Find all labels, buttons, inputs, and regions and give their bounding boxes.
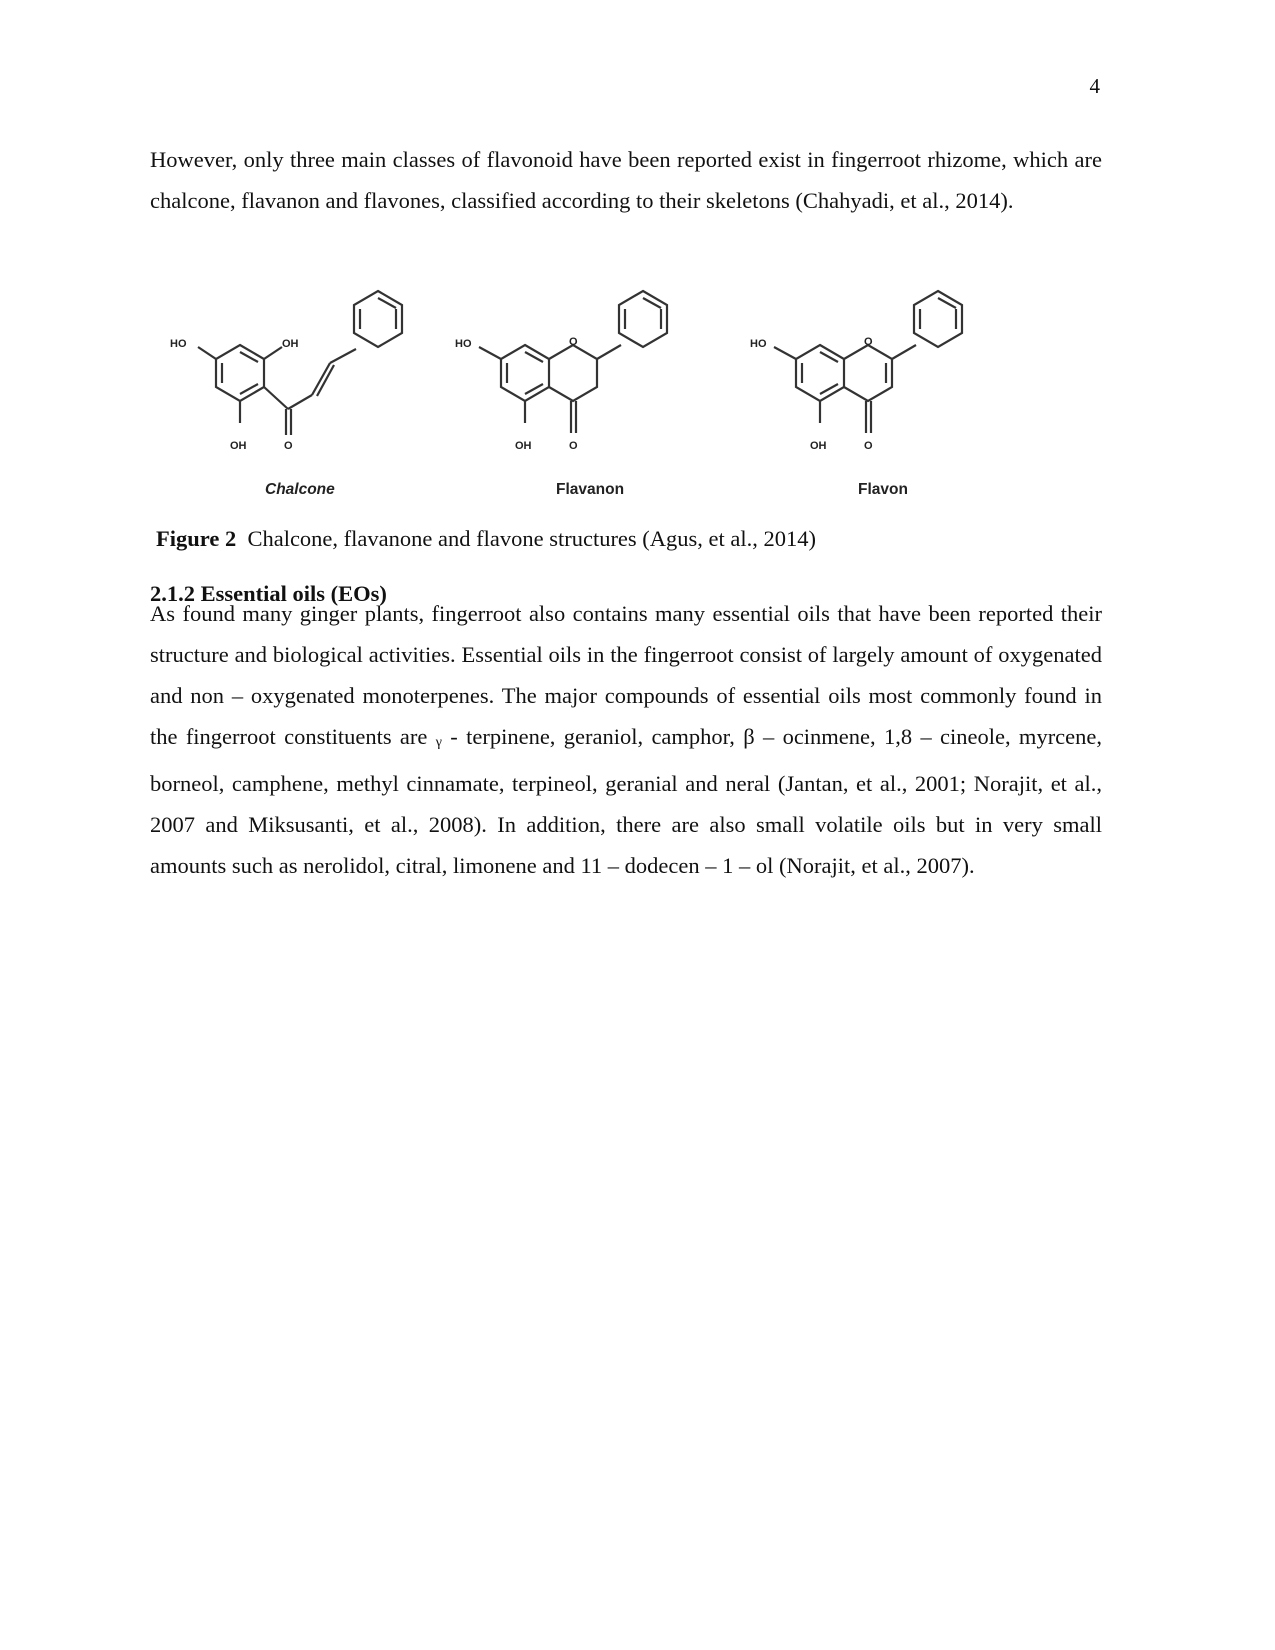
figure-caption-label: Figure 2	[156, 526, 237, 551]
intro-paragraph: However, only three main classes of flavonoid have been reported exist in fingerroot rhizome, which are chalcone, flavanon and flavones, classified according to their skeletons (Chahyadi, et al., 2014).	[150, 147, 1102, 213]
essential-oils-text-part2: - terpinene, geraniol, camphor, β – ocinmene, 1,8 – cineole, myrcene, borneol, camphene, methyl cinnamate, terpineol, geranial and neral (Jantan, et al., 2001; Norajit, et al., 2007 and Miksusanti, et al., 2008). In addition, there are also small volatile oils but in very small amounts such as nerolidol, citral, limonene and 11 – dodecen – 1 – ol (Norajit, et al., 2007).	[150, 724, 1103, 878]
flavanon-ho-label: HO	[455, 338, 472, 350]
flavanon-label: Flavanon	[556, 481, 625, 498]
chalcone-oh-top-label: OH	[282, 338, 299, 350]
flavon-o-label: O	[864, 440, 873, 452]
flavon-structure	[750, 285, 1010, 480]
flavon-ho-label: HO	[750, 338, 767, 350]
chalcone-oh-bottom-label: OH	[230, 440, 247, 452]
flavanon-structure	[455, 285, 715, 480]
chalcone-structure	[160, 285, 420, 480]
flavon-ring-o-label: O	[864, 336, 873, 348]
flavanon-ring-o-label: O	[569, 336, 578, 348]
flavon-oh-bottom-label: OH	[810, 440, 827, 452]
essential-oils-paragraph	[150, 593, 1102, 886]
figure-2	[150, 285, 1102, 505]
page-number: 4	[1089, 74, 1100, 98]
figure-caption-text: Chalcone, flavanone and flavone structures (Agus, et al., 2014)	[247, 526, 817, 551]
chalcone-ho-label: HO	[170, 338, 187, 350]
flavon-label: Flavon	[858, 481, 908, 498]
flavanon-oh-bottom-label: OH	[515, 440, 532, 452]
flavanon-o-label: O	[569, 440, 578, 452]
chalcone-label: Chalcone	[265, 481, 335, 498]
section-heading: 2.1.2 Essential oils (EOs)	[150, 581, 387, 606]
essential-oils-text-part1: As found many ginger plants, fingerroot also contains many essential oils that have been reported their structure and biological activities. Essential oils in the fingerroot consist of largely amount of oxygenated and non – oxygenated monoterpenes. The major compounds of essential oils most commonly found in the fingerroot constituents are	[150, 601, 1102, 749]
gamma-symbol: γ	[435, 735, 442, 750]
figure-caption	[156, 526, 816, 552]
chalcone-o-label: O	[284, 440, 293, 452]
